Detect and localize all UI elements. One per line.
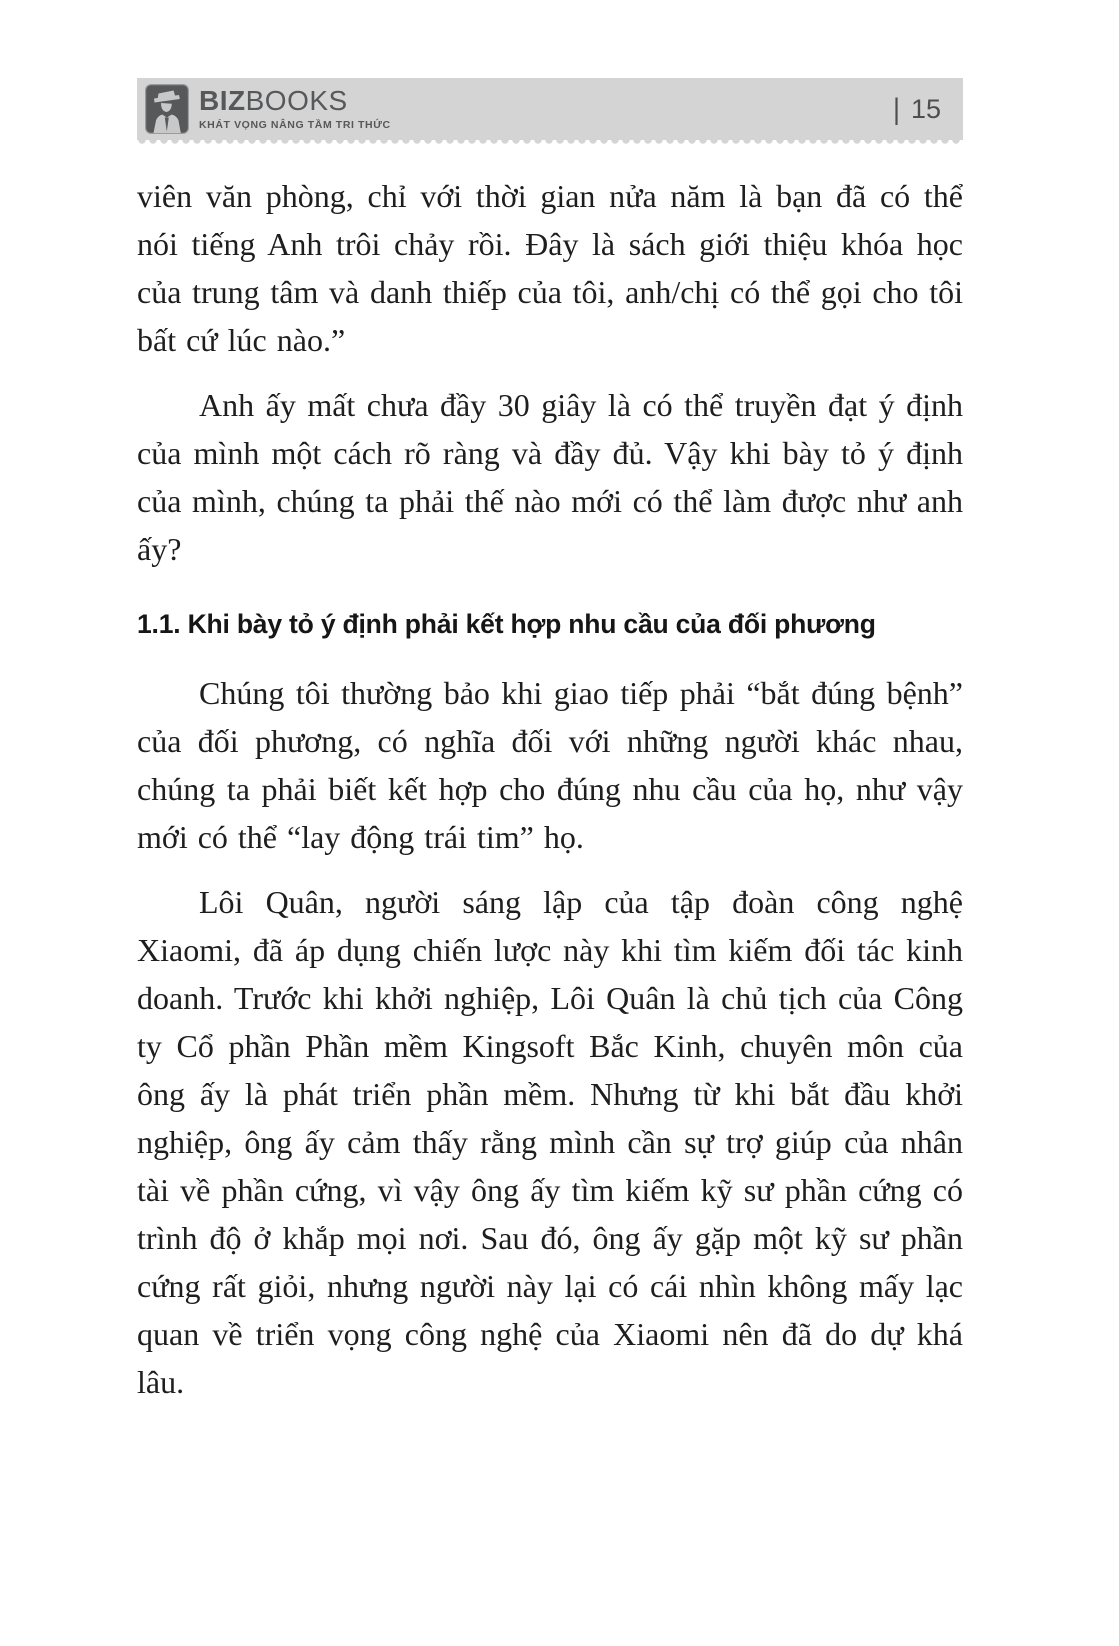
bizbooks-logo (145, 84, 391, 134)
paragraph-2: Anh ấy mất chưa đầy 30 giây là có thể truyền đạt ý định của mình một cách rõ ràng và đầy đủ. Vậy khi bày tỏ ý định của mình, chúng ta phải thế nào mới có thể làm được như anh ấy? (137, 387, 963, 567)
paragraph-1: viên văn phòng, chỉ với thời gian nửa năm là bạn đã có thể nói tiếng Anh trôi chảy rồi. Đây là sách giới thiệu khóa học của trung tâm và danh thiếp của tôi, anh/chị có thể gọi cho tôi bất cứ lúc nào.” (137, 178, 963, 358)
page-number-separator: | (892, 91, 900, 125)
logo-title-books: BOOKS (245, 85, 348, 116)
page-number (892, 91, 941, 125)
page-header (137, 78, 963, 140)
businessman-icon (145, 84, 189, 134)
paragraph-3: Chúng tôi thường bảo khi giao tiếp phải “bắt đúng bệnh” của đối phương, có nghĩa đối với những người khác nhau, chúng ta phải biết kết hợp cho đúng nhu cầu của họ, như vậy mới có thể “lay động trái tim” họ. (137, 675, 963, 856)
logo-text (199, 87, 391, 131)
paragraph-4: Lôi Quân, người sáng lập của tập đoàn công nghệ Xiaomi, đã áp dụng chiến lược này khi tìm kiếm đối tác kinh doanh. Trước khi khởi nghiệp, Lôi Quân là chủ tịch của Công ty Cổ phần Phần mềm Kingsoft Bắc Kinh, chuyên môn của ông ấy là phát triển phần mềm. Nhưng từ khi bắt đầu khởi nghiệp, ông ấy cảm thấy rằng mình cần sự trợ giúp của nhân tài về phần cứng, vì vậy ông ấy tìm kiếm kỹ sư phần cứng có trình độ ở khắp mọi nơi. Sau đó, ông ấy gặp một kỹ sư phần cứng rất giỏi, nhưng người này lại có cái nhìn không mấy lạc quan về triển vọng công nghệ của Xiaomi nên đã do dự khá lâu. (137, 884, 963, 1401)
page-number-value: 15 (910, 93, 941, 124)
logo-title (199, 87, 391, 115)
page-content (137, 172, 963, 1423)
logo-tagline: KHÁT VỌNG NÂNG TẦM TRI THỨC (199, 119, 391, 131)
section-heading: 1.1. Khi bày tỏ ý định phải kết hợp nhu cầu của đối phương (137, 609, 876, 639)
logo-title-biz: BIZ (199, 85, 246, 116)
